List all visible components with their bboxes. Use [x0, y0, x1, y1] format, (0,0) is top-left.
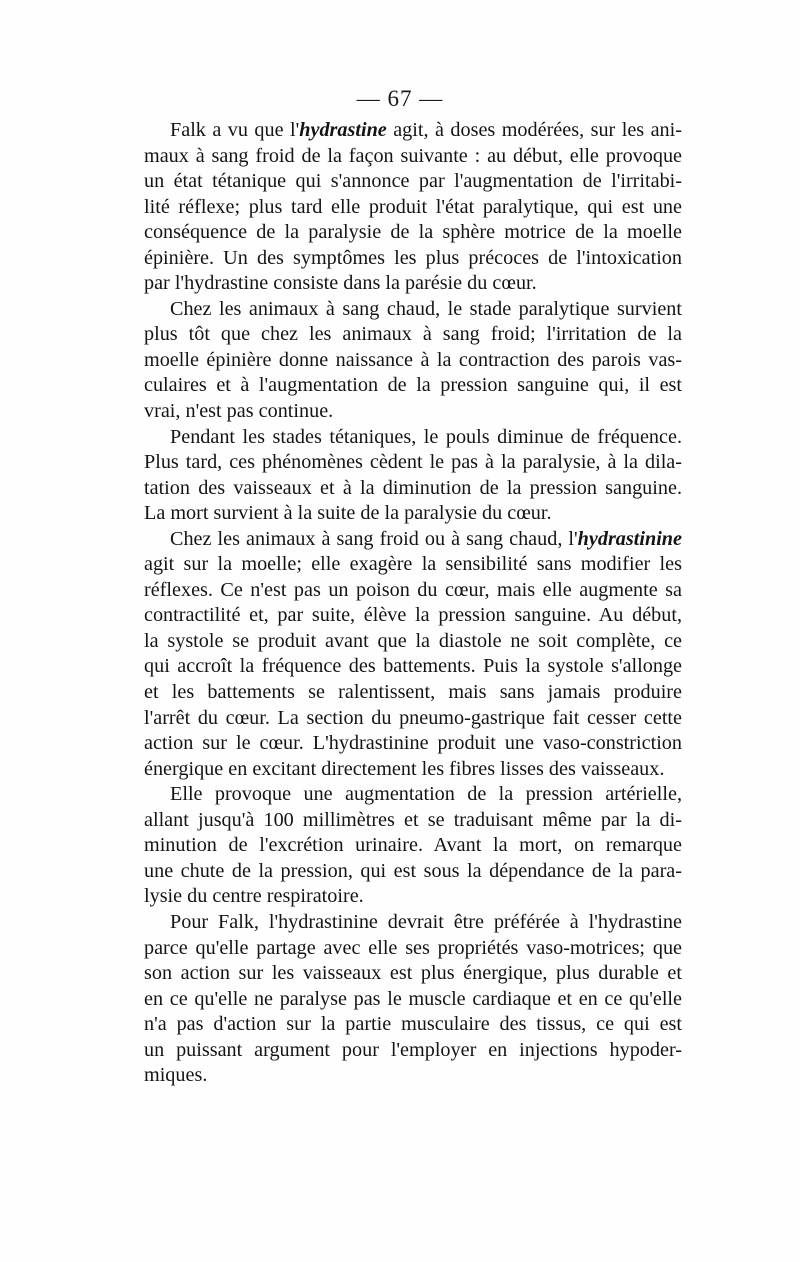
text-line: Chez les animaux à sang chaud, le stade paralytique survient [170, 297, 682, 320]
italic-term: hydrastine [299, 119, 387, 141]
paragraph-6 [118, 910, 682, 1089]
text-line: tation des vaisseaux et à la diminution de la pression sanguine. [144, 476, 682, 499]
text-line: et les battements se ralentissent, mais sans jamais produire [144, 681, 682, 704]
text-line: contractilité et, par suite, élève la pression sanguine. Au début, [144, 604, 682, 627]
italic-term: hydrastinine [577, 527, 682, 550]
paragraph-5 [118, 782, 682, 910]
text-line: lysie du centre respiratoire. [144, 885, 364, 908]
text-line: lité réflexe; plus tard elle produit l'état paralytique, qui est une [144, 195, 682, 218]
paragraph-2 [118, 297, 682, 425]
text-line: énergique en excitant directement les fibres lisses des vaisseaux. [144, 757, 665, 780]
text-line: n'a pas d'action sur la partie musculaire des tissus, ce qui est [144, 1013, 682, 1036]
text-line [118, 118, 682, 144]
text-line: culaires et à l'augmentation de la pression sanguine qui, il est [144, 374, 682, 397]
text-line: allant jusqu'à 100 millimètres et se traduisant même par la di- [144, 808, 682, 831]
text-line: agit sur la moelle; elle exagère la sensibilité sans modifier les [144, 553, 682, 576]
text-line [118, 527, 682, 553]
text-run: agit, à doses modérées, sur les ani- [386, 119, 682, 141]
text-line: action sur le cœur. L'hydrastinine produit une vaso-constriction [144, 732, 682, 755]
paragraph-1 [118, 118, 682, 297]
text-line: vrai, n'est pas continue. [144, 400, 334, 423]
text-line: épinière. Un des symptômes les plus précoces de l'intoxication [144, 246, 682, 269]
page-number: — 67 — [356, 86, 444, 111]
text-line: la systole se produit avant que la diastole ne soit complète, ce [144, 629, 682, 652]
paragraph-4 [118, 527, 682, 782]
text-line: par l'hydrastine consiste dans la parésie du cœur. [144, 272, 537, 295]
text-line: son action sur les vaisseaux est plus énergique, plus durable et [144, 962, 682, 985]
text-line: miques. [144, 1064, 208, 1087]
text-line: l'arrêt du cœur. La section du pneumo-gastrique fait cesser cette [144, 706, 682, 729]
text-line: parce qu'elle partage avec elle ses propriétés vaso-motrices; que [144, 936, 682, 959]
text-line: La mort survient à la suite de la paralysie du cœur. [144, 502, 552, 525]
text-line: plus tôt que chez les animaux à sang froid; l'irritation de la [144, 323, 682, 346]
text-line: un puissant argument pour l'employer en injections hypoder- [144, 1038, 682, 1061]
text-line: conséquence de la paralysie de la sphère motrice de la moelle [144, 221, 682, 244]
text-line: une chute de la pression, qui est sous la dépendance de la para- [144, 859, 682, 882]
text-line: qui accroît la fréquence des battements. Puis la systole s'allonge [144, 655, 682, 678]
text-line: minution de l'excrétion urinaire. Avant la mort, on remarque [144, 834, 682, 857]
body-text [118, 118, 682, 1089]
text-run: Falk a vu que l' [170, 119, 300, 141]
text-line: moelle épinière donne naissance à la contraction des parois vas- [144, 348, 682, 371]
text-line: un état tétanique qui s'annonce par l'augmentation de l'irritabi- [144, 170, 682, 193]
text-line: Pour Falk, l'hydrastinine devrait être préférée à l'hydrastine [170, 910, 682, 933]
text-line: maux à sang froid de la façon suivante : au début, elle provoque [144, 144, 682, 167]
text-run: Chez les animaux à sang froid ou à sang chaud, l' [170, 527, 578, 550]
text-line: réflexes. Ce n'est pas un poison du cœur, mais elle augmente sa [144, 578, 682, 601]
text-line: Pendant les stades tétaniques, le pouls diminue de fréquence. [170, 425, 682, 448]
text-line: en ce qu'elle ne paralyse pas le muscle cardiaque et en ce qu'elle [144, 987, 682, 1010]
text-line: Plus tard, ces phénomènes cèdent le pas à la paralysie, à la dila- [144, 451, 682, 474]
text-line: Elle provoque une augmentation de la pression artérielle, [170, 783, 682, 806]
paragraph-3 [118, 425, 682, 527]
